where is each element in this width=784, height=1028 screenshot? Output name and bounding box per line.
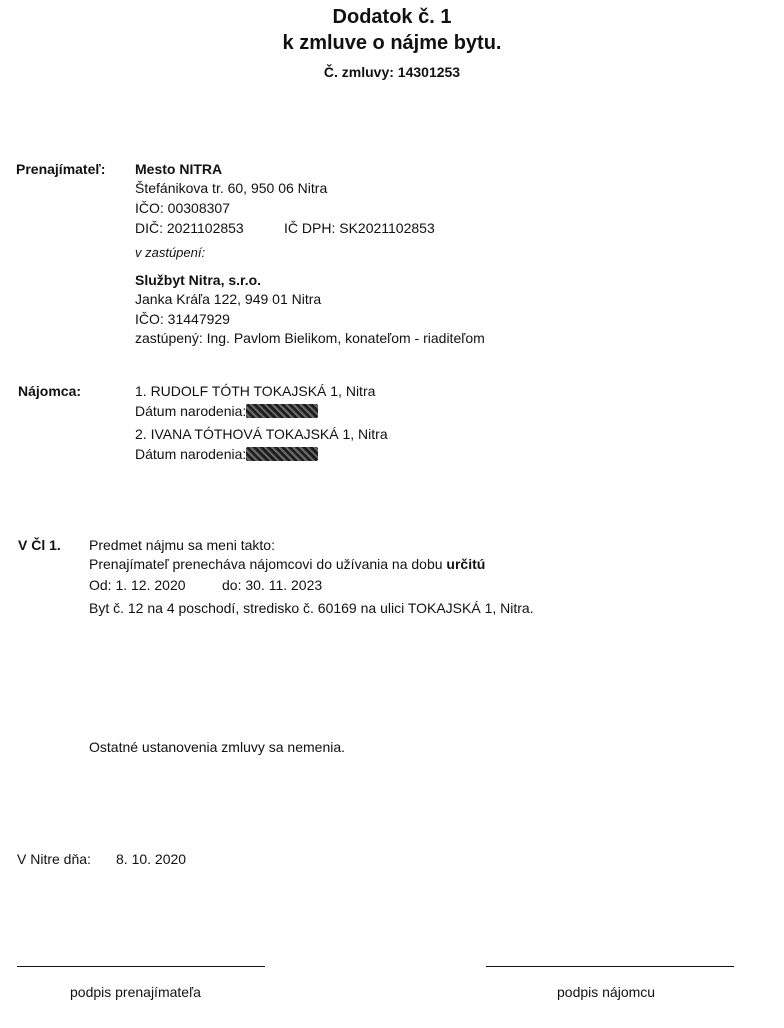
article-line-1: Predmet nájmu sa meni takto:: [89, 537, 275, 553]
apartment-description: Byt č. 12 na 4 poschodí, stredisko č. 60169 na ulici TOKAJSKÁ 1, Nitra.: [89, 600, 534, 616]
contract-number: Č. zmluvy: 14301253: [323, 64, 461, 80]
landlord-signature-label: podpis prenajímateľa: [70, 984, 201, 1000]
redacted-block: [246, 404, 318, 418]
place-date-value: 8. 10. 2020: [116, 851, 187, 867]
representative-ico: IČO: 31447929: [135, 311, 230, 327]
tenant-signature-label: podpis nájomcu: [557, 984, 656, 1000]
landlord-address: Štefánikova tr. 60, 950 06 Nitra: [135, 180, 328, 196]
lease-type-prefix: Prenajímateľ prenecháva nájomcovi do užívania na dobu: [89, 556, 447, 572]
tenant-1: 1. RUDOLF TÓTH TOKAJSKÁ 1, Nitra: [135, 383, 376, 399]
landlord-signature-line: [17, 966, 265, 967]
dob-label: Dátum narodenia:: [135, 403, 247, 419]
document-title: Dodatok č. 1: [332, 6, 452, 28]
representative-name: Službyt Nitra, s.r.o.: [135, 272, 262, 288]
representative-address: Janka Kráľa 122, 949 01 Nitra: [135, 291, 322, 307]
landlord-label: Prenajímateľ:: [16, 161, 106, 177]
tenant-label: Nájomca:: [18, 383, 82, 399]
lease-to: do: 30. 11. 2023: [222, 577, 323, 593]
article-label: V Čl 1.: [18, 537, 61, 553]
dob-label: Dátum narodenia:: [135, 446, 247, 462]
represented-label: v zastúpení:: [135, 245, 206, 260]
representative-person: zastúpený: Ing. Pavlom Bielikom, konateľom - riaditeľom: [135, 330, 485, 346]
document-subtitle: k zmluve o nájme bytu.: [282, 32, 502, 54]
other-provisions: Ostatné ustanovenia zmluvy sa nemenia.: [89, 739, 346, 755]
lease-type: určitú: [446, 556, 486, 572]
article-line-2: [89, 556, 485, 572]
place-date-label: V Nitre dňa:: [17, 851, 91, 867]
landlord-ico: IČO: 00308307: [135, 200, 230, 216]
lease-from: Od: 1. 12. 2020: [89, 577, 186, 593]
landlord-name: Mesto NITRA: [135, 161, 223, 177]
tenant-2: 2. IVANA TÓTHOVÁ TOKAJSKÁ 1, Nitra: [135, 426, 388, 442]
tenant-signature-line: [486, 966, 734, 967]
tenant-1-dob: [135, 403, 318, 419]
redacted-block: [246, 447, 318, 461]
landlord-dic: DIČ: 2021102853: [135, 220, 244, 236]
tenant-2-dob: [135, 446, 318, 462]
landlord-ic-dph: IČ DPH: SK2021102853: [284, 220, 435, 236]
